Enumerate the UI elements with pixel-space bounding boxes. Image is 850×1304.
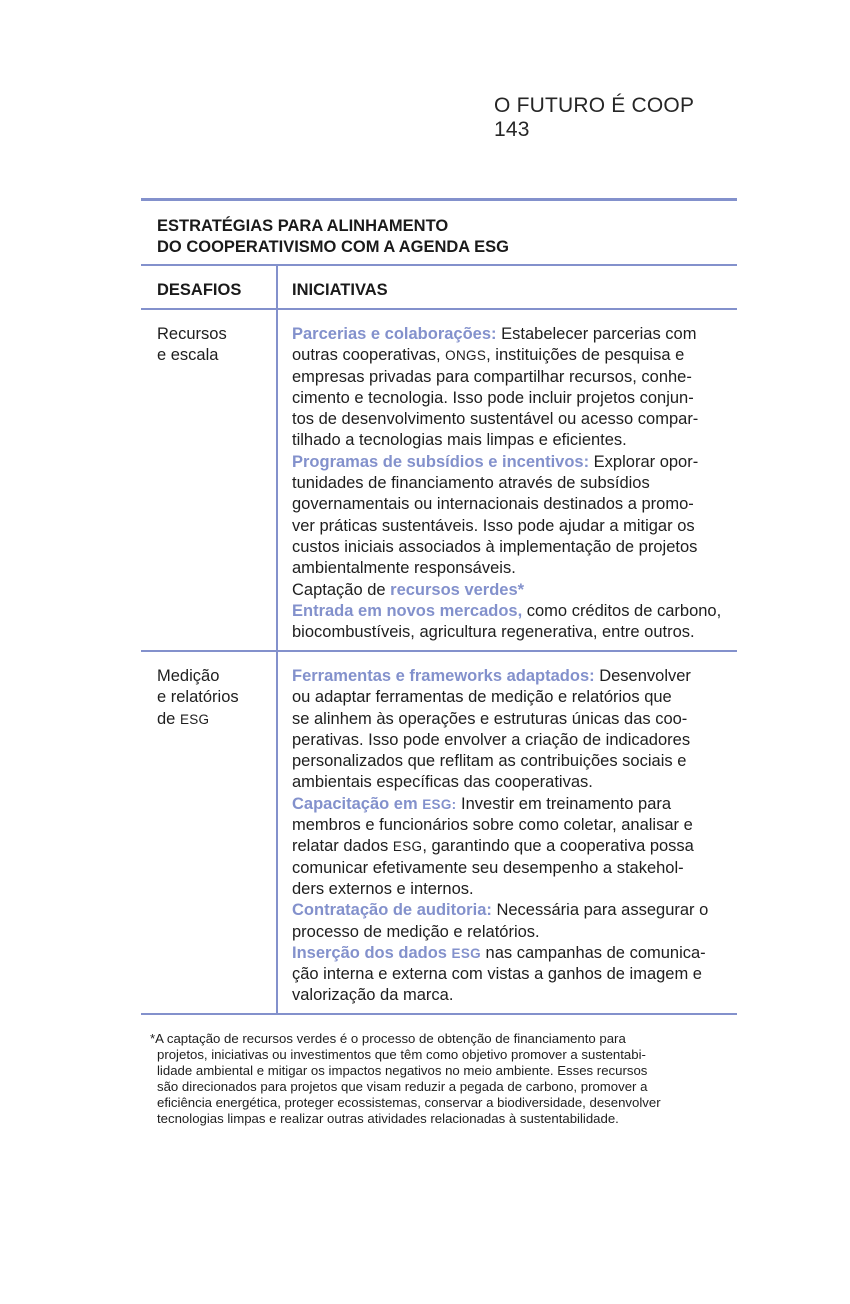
initiative-line: personalizados que reflitam as contribuições sociais e	[292, 752, 687, 771]
footnote-line: *A captação de recursos verdes é o processo de obtenção de financiamento para	[150, 1031, 626, 1046]
initiative-line: ver práticas sustentáveis. Isso pode ajudar a mitigar os	[292, 516, 695, 535]
initiative-line: perativas. Isso pode envolver a criação de indicadores	[292, 730, 691, 749]
initiatives-recursos-e-escala	[292, 324, 732, 643]
initiative-line: tos de desenvolvimento sustentável ou acesso compar-	[292, 410, 699, 429]
initiative-line: se alinhem às operações e estruturas únicas das coo-	[292, 709, 688, 728]
initiative-line: ders externos e internos.	[292, 879, 474, 898]
header-bottom-rule	[141, 308, 737, 310]
challenge-recursos-e-escala	[157, 324, 272, 367]
footnote-line: projetos, iniciativas ou investimentos que têm como objetivo promover a sustentabi-	[157, 1047, 646, 1063]
initiative-line: Programas de subsídios e incentivos: Explorar opor-	[292, 452, 699, 471]
initiative-heading: Capacitação em	[292, 794, 423, 813]
table-title-line: DO COOPERATIVISMO COM A AGENDA ESG	[157, 238, 510, 256]
initiative-line: ou adaptar ferramentas de medição e relatórios que	[292, 688, 672, 707]
initiative-line: biocombustíveis, agricultura regenerativa, entre outros.	[292, 623, 695, 642]
initiative-line: ambientais específicas das cooperativas.	[292, 773, 593, 792]
table-bottom-rule	[141, 1013, 737, 1015]
initiative-line: membros e funcionários sobre como coletar, analisar e	[292, 816, 693, 835]
page-number: 143	[494, 118, 530, 141]
footnote-line: eficiência energética, proteger ecossistemas, conservar a biodiversidade, desenvolver	[157, 1095, 661, 1111]
initiative-heading: Inserção dos dados	[292, 943, 452, 962]
initiative-line: tilhado a tecnologias mais limpas e eficientes.	[292, 431, 627, 450]
initiative-line: custos iniciais associados à implementação de projetos	[292, 537, 698, 556]
initiative-line: empresas privadas para compartilhar recursos, conhe-	[292, 367, 692, 386]
initiative-line: valorização da marca.	[292, 986, 454, 1005]
column-divider	[276, 264, 278, 1014]
initiative-line: Ferramentas e frameworks adaptados: Desenvolver	[292, 667, 691, 685]
initiative-heading: Contratação de auditoria:	[292, 901, 492, 920]
initiative-line: tunidades de financiamento através de subsídios	[292, 474, 650, 493]
initiative-line: Inserção dos dados ESG nas campanhas de comunica-	[292, 943, 706, 962]
initiative-line: Capacitação em ESG: Investir em treinamento para	[292, 794, 672, 813]
footnote-line: lidade ambiental e mitigar os impactos negativos no meio ambiente. Esses recursos	[157, 1063, 648, 1079]
running-head	[494, 94, 744, 142]
initiative-heading: recursos verdes*	[390, 580, 525, 599]
initiative-line: Captação de recursos verdes*	[292, 580, 525, 599]
column-header-initiatives: INICIATIVAS	[292, 281, 388, 299]
initiative-line: relatar dados ESG, garantindo que a cooperativa possa	[292, 837, 694, 856]
initiative-heading: Parcerias e colaborações:	[292, 325, 497, 343]
footnote-line: são direcionados para projetos que visam reduzir a pegada de carbono, promover a	[157, 1079, 648, 1095]
initiatives-medicao-e-relatorios	[292, 666, 732, 1007]
challenge-line: e escala	[157, 346, 219, 365]
challenge-line: Medição	[157, 667, 220, 685]
initiative-line: cimento e tecnologia. Isso pode incluir projetos conjun-	[292, 388, 694, 407]
initiative-line: Entrada em novos mercados, como créditos de carbono,	[292, 601, 722, 620]
table-top-rule	[141, 198, 737, 201]
table-title-line: ESTRATÉGIAS PARA ALINHAMENTO	[157, 217, 449, 235]
challenge-medicao-e-relatorios	[157, 666, 272, 730]
initiative-line: comunicar efetivamente seu desempenho a stakehol-	[292, 858, 684, 877]
initiative-heading: Programas de subsídios e incentivos:	[292, 452, 590, 471]
initiative-heading: Ferramentas e frameworks adaptados:	[292, 667, 595, 685]
header-top-rule	[141, 264, 737, 266]
challenge-line: de ESG	[157, 709, 210, 728]
initiative-line: processo de medição e relatórios.	[292, 922, 540, 941]
initiative-heading: Entrada em novos mercados,	[292, 601, 523, 620]
footnote	[150, 1031, 740, 1128]
challenge-line: e relatórios	[157, 688, 239, 707]
initiative-line: ambientalmente responsáveis.	[292, 559, 516, 578]
initiative-line: Parcerias e colaborações: Estabelecer parcerias com	[292, 325, 697, 343]
initiative-line: ção interna e externa com vistas a ganhos de imagem e	[292, 965, 702, 984]
column-header-challenges: DESAFIOS	[157, 281, 242, 299]
row-divider-rule	[141, 650, 737, 652]
initiative-line: Contratação de auditoria: Necessária para assegurar o	[292, 901, 709, 920]
footnote-line: tecnologias limpas e realizar outras atividades relacionadas à sustentabilidade.	[157, 1111, 619, 1127]
table-title	[157, 216, 727, 258]
book-title: O FUTURO É COOP	[494, 94, 695, 117]
challenge-line: Recursos	[157, 325, 227, 343]
initiative-line: governamentais ou internacionais destinados a promo-	[292, 495, 694, 514]
initiative-line: outras cooperativas, ONGS, instituições de pesquisa e	[292, 346, 685, 365]
